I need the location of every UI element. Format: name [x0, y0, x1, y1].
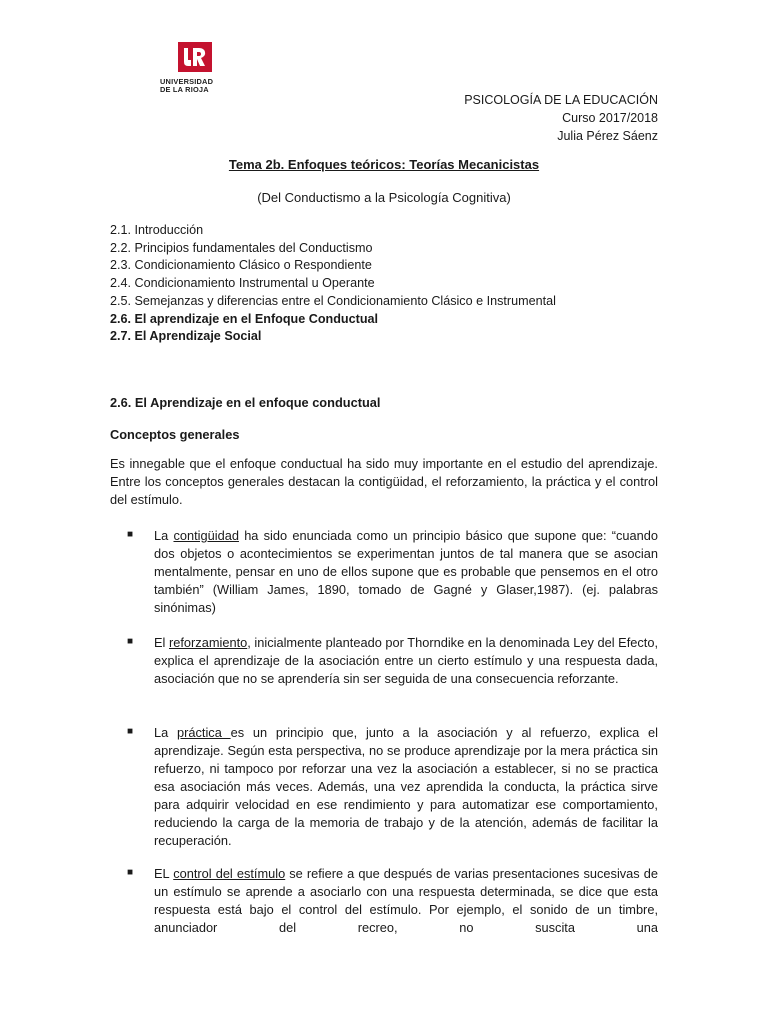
logo-text-line-1: UNIVERSIDAD — [160, 77, 214, 86]
table-of-contents — [110, 222, 556, 346]
item-term: contigüidad — [173, 528, 239, 543]
item-text: se refiere a que después de varias presentaciones sucesivas de un estímulo se aprende a asociarlo con una respuesta determinada, se dice que esta respuesta está bajo el control del estímulo. Por ejemplo, el sonido de un timbre, anunciador del recreo, no suscita una — [154, 866, 658, 935]
item-text: ha sido enunciada como un principio básico que supone que: “cuando dos objetos o acontecimientos se experimentan juntos de tal manera que se asocian mentalmente, pensar en uno de ellos supone que es probable que pensemos en el otro también” (William James, 1890, tomado de Gagné y Glaser,1987). (ej. palabras sinónimas) — [154, 528, 658, 615]
bullet-icon: ■ — [127, 636, 134, 647]
item-prefix: El — [154, 635, 169, 650]
document-header — [464, 91, 658, 145]
course-year: Curso 2017/2018 — [562, 111, 658, 125]
item-term: reforzamiento — [169, 635, 248, 650]
toc-item: 2.3. Condicionamiento Clásico o Respondiente — [110, 258, 372, 273]
list-item-reinforcement — [154, 634, 658, 688]
toc-item: 2.4. Condicionamiento Instrumental u Operante — [110, 276, 375, 291]
list-item-stimulus-control — [154, 865, 658, 937]
item-prefix: EL — [154, 866, 174, 881]
author-name: Julia Pérez Sáenz — [557, 129, 658, 143]
toc-item: 2.5. Semejanzas y diferencias entre el Condicionamiento Clásico e Instrumental — [110, 293, 556, 308]
document-title-text: Tema 2b. Enfoques teóricos: Teorías Mecanicistas — [228, 157, 540, 172]
bullet-icon: ■ — [127, 726, 134, 737]
item-prefix: La — [154, 528, 174, 543]
document-title — [0, 157, 768, 172]
list-item-practice — [154, 724, 658, 850]
university-logo-mark — [178, 42, 212, 72]
toc-item-next: 2.7. El Aprendizaje Social — [110, 329, 262, 344]
item-term: control del estímulo — [173, 866, 286, 881]
bullet-icon: ■ — [127, 529, 134, 540]
section-heading: 2.6. El Aprendizaje en el enfoque conductual — [110, 395, 381, 410]
item-prefix: La — [154, 725, 177, 740]
list-item-contiguity — [154, 527, 658, 617]
toc-item-current: 2.6. El aprendizaje en el Enfoque Conductual — [110, 311, 379, 326]
university-logo — [160, 42, 232, 94]
subheading: Conceptos generales — [110, 427, 240, 442]
toc-item: 2.1. Introducción — [110, 223, 204, 237]
document-subtitle: (Del Conductismo a la Psicología Cognitiva) — [257, 190, 511, 205]
toc-item: 2.2. Principios fundamentales del Conductismo — [110, 240, 373, 255]
item-text: , inicialmente planteado por Thorndike en la denominada Ley del Efecto, explica el aprendizaje de la asociación entre un cierto estímulo y una respuesta dada, asociación que no se aprendería sin ser seguida de una consecuencia reforzante. — [154, 635, 659, 686]
bullet-icon: ■ — [127, 867, 134, 878]
logo-text-line-2: DE LA RIOJA — [160, 85, 209, 94]
intro-paragraph: Es innegable que el enfoque conductual ha sido muy importante en el estudio del aprendizaje. Entre los conceptos generales destacan la contigüidad, el reforzamiento, la práctica y el control del estímulo. — [110, 456, 658, 507]
course-name: PSICOLOGÍA DE LA EDUCACIÓN — [464, 93, 658, 107]
item-text: es un principio que, junto a la asociación y al refuerzo, explica el aprendizaje. Según esta perspectiva, no se produce aprendizaje por la mera práctica sin refuerzo, ni tampoco por reforzar una vez la asociación a establecer, si no se practica esa asociación más veces. Además, una vez aprendida la conducta, la práctica sirve para adquirir velocidad en ese rendimiento y para automatizar ese comportamiento, reduciendo la carga de la memoria de trabajo y de la atención, además de facilitar la recuperación. — [154, 725, 658, 848]
item-term: práctica — [177, 725, 231, 740]
